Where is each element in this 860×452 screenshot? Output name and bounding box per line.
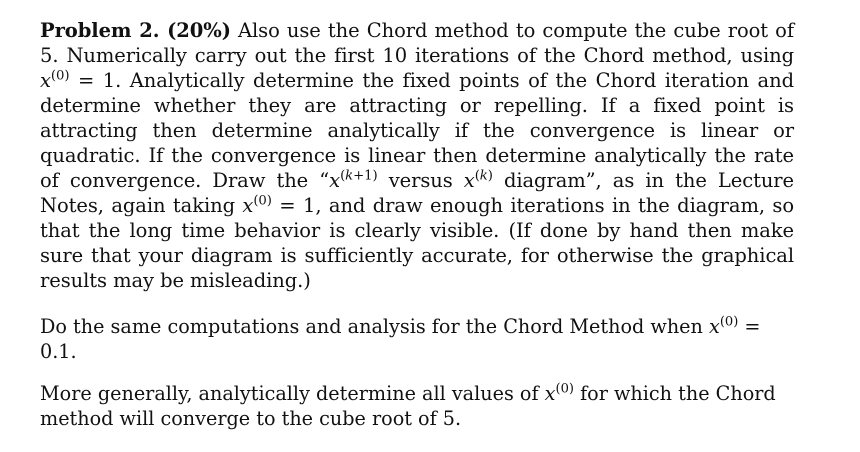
second-variable: x <box>709 315 720 338</box>
x0-superscript: (0) <box>50 68 70 84</box>
xk1-superscript <box>340 169 378 184</box>
x0b-equals: = 1 <box>271 194 316 217</box>
third-text-end: for which the Chord method will converge to the cube root of 5. <box>40 382 776 430</box>
xk-sup-k: k <box>479 168 488 184</box>
second-paragraph <box>40 314 794 364</box>
x0b-variable: x <box>242 194 254 217</box>
xk1-sup-close: +1) <box>353 168 378 184</box>
third-variable: x <box>544 382 556 405</box>
x0-equals: = 1 <box>69 69 116 92</box>
problem-intro-text: Also use the Chord method to compute the cube root of 5. Numerically carry out the first 10 iterations of the Chord method, using <box>40 19 794 67</box>
x0b-superscript: (0) <box>253 193 272 209</box>
xk-superscript <box>475 169 493 184</box>
xk1-variable: x <box>329 169 341 192</box>
diagram-text: diagram”, as in the Lecture Notes, again taking <box>40 169 795 217</box>
xk1-sup-open: ( <box>340 168 346 184</box>
problem-heading: Problem 2. (20%) <box>40 19 231 42</box>
second-text: Do the same computations and analysis for the Chord Method when <box>40 315 709 338</box>
document-page <box>40 18 795 430</box>
x0-variable: x <box>40 69 51 92</box>
problem-end-text: , and draw enough iterations in the diagram, so that the long time behavior is clearly visible. (If done by hand then make sure that your diagram is sufficiently accurate, for otherwise the graphical results may be misleading.) <box>40 194 795 292</box>
second-equals: = 0.1. <box>40 315 761 363</box>
xk-sup-close: ) <box>487 168 493 184</box>
xk1-sup-k: k <box>345 168 354 184</box>
problem-middle-text: . Analytically determine the fixed points of the Chord iteration and determine whether they are attracting or repelling. If a fixed point is attracting then determine analytically if the convergence is linear or quadratic. If the convergence is linear then determine analytically the rate of convergence. Draw the “ <box>40 69 794 192</box>
xk-variable: x <box>463 169 475 192</box>
third-superscript: (0) <box>555 381 574 397</box>
third-text-start: More generally, analytically determine all values of <box>40 382 545 405</box>
xk-sup-open: ( <box>474 168 480 184</box>
versus-text: versus <box>377 169 464 192</box>
third-paragraph <box>40 381 794 431</box>
second-superscript: (0) <box>719 314 739 330</box>
problem-paragraph <box>40 18 794 293</box>
